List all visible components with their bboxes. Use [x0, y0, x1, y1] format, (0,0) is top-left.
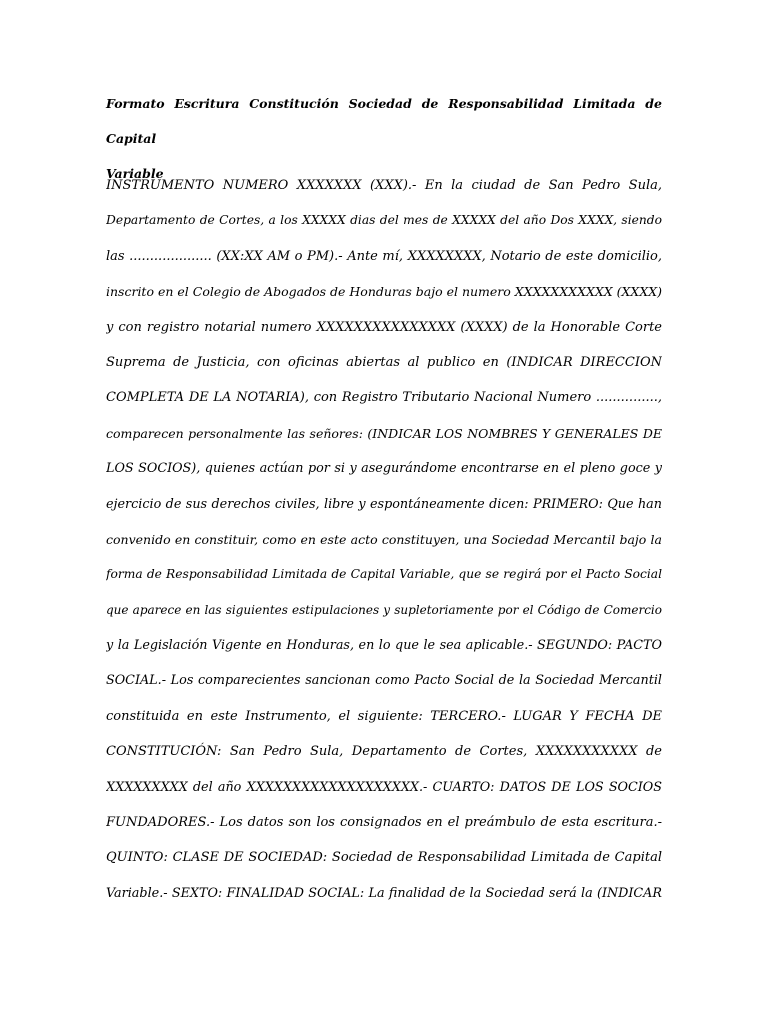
- body-line: forma de Responsabilidad Limitada de Capital Variable, que se regirá por el Pacto Social: [106, 567, 662, 582]
- body-line: FUNDADORES.- Los datos son los consignados en el preámbulo de esta escritura.-: [106, 815, 662, 831]
- body-line: LOS SOCIOS), quienes actúan por si y asegurándome encontrarse en el pleno goce y: [106, 461, 662, 477]
- body-line: Suprema de Justicia, con oficinas abiertas al publico en (INDICAR DIRECCION: [106, 354, 662, 370]
- body-line: CONSTITUCIÓN: San Pedro Sula, Departamento de Cortes, XXXXXXXXXXX de: [106, 744, 662, 760]
- document-body: [106, 168, 662, 911]
- body-line: COMPLETA DE LA NOTARIA), con Registro Tributario Nacional Numero ...............,: [106, 390, 662, 406]
- body-line: INSTRUMENTO NUMERO XXXXXXX (XXX).- En la ciudad de San Pedro Sula,: [106, 178, 662, 193]
- body-line: Variable.- SEXTO: FINALIDAD SOCIAL: La finalidad de la Sociedad será la (INDICAR: [106, 885, 662, 901]
- body-line: Departamento de Cortes, a los XXXXX dias del mes de XXXXX del año Dos XXXX, siendo: [106, 213, 662, 228]
- body-line: que aparece en las siguientes estipulaciones y supletoriamente por el Código de Comercio: [106, 602, 662, 617]
- body-line: y la Legislación Vigente en Honduras, en lo que le sea aplicable.- SEGUNDO: PACTO: [106, 638, 662, 654]
- document-title-line-1: Formato Escritura Constitución Sociedad de Responsabilidad Limitada de Capital: [106, 96, 662, 146]
- body-line: y con registro notarial numero XXXXXXXXXXXXXXX (XXXX) de la Honorable Corte: [106, 319, 662, 335]
- body-line: inscrito en el Colegio de Abogados de Honduras bajo el numero XXXXXXXXXXX (XXXX): [106, 284, 662, 300]
- body-line: las .................... (XX:XX AM o PM).- Ante mí, XXXXXXXX, Notario de este domicilio,: [106, 248, 662, 264]
- body-line: XXXXXXXXX del año XXXXXXXXXXXXXXXXXXX.- CUARTO: DATOS DE LOS SOCIOS: [106, 779, 662, 795]
- body-line: constituida en este Instrumento, el siguiente: TERCERO.- LUGAR Y FECHA DE: [106, 708, 662, 724]
- body-line: comparecen personalmente las señores: (INDICAR LOS NOMBRES Y GENERALES DE: [106, 425, 662, 441]
- document-title-line-2: Variable: [106, 166, 164, 181]
- body-line: QUINTO: CLASE DE SOCIEDAD: Sociedad de Responsabilidad Limitada de Capital: [106, 850, 662, 866]
- body-line: SOCIAL.- Los comparecientes sancionan como Pacto Social de la Sociedad Mercantil: [106, 673, 662, 689]
- body-line: ejercicio de sus derechos civiles, libre y espontáneamente dicen: PRIMERO: Que han: [106, 496, 662, 512]
- body-line: convenido en constituir, como en este acto constituyen, una Sociedad Mercantil bajo la: [106, 531, 662, 547]
